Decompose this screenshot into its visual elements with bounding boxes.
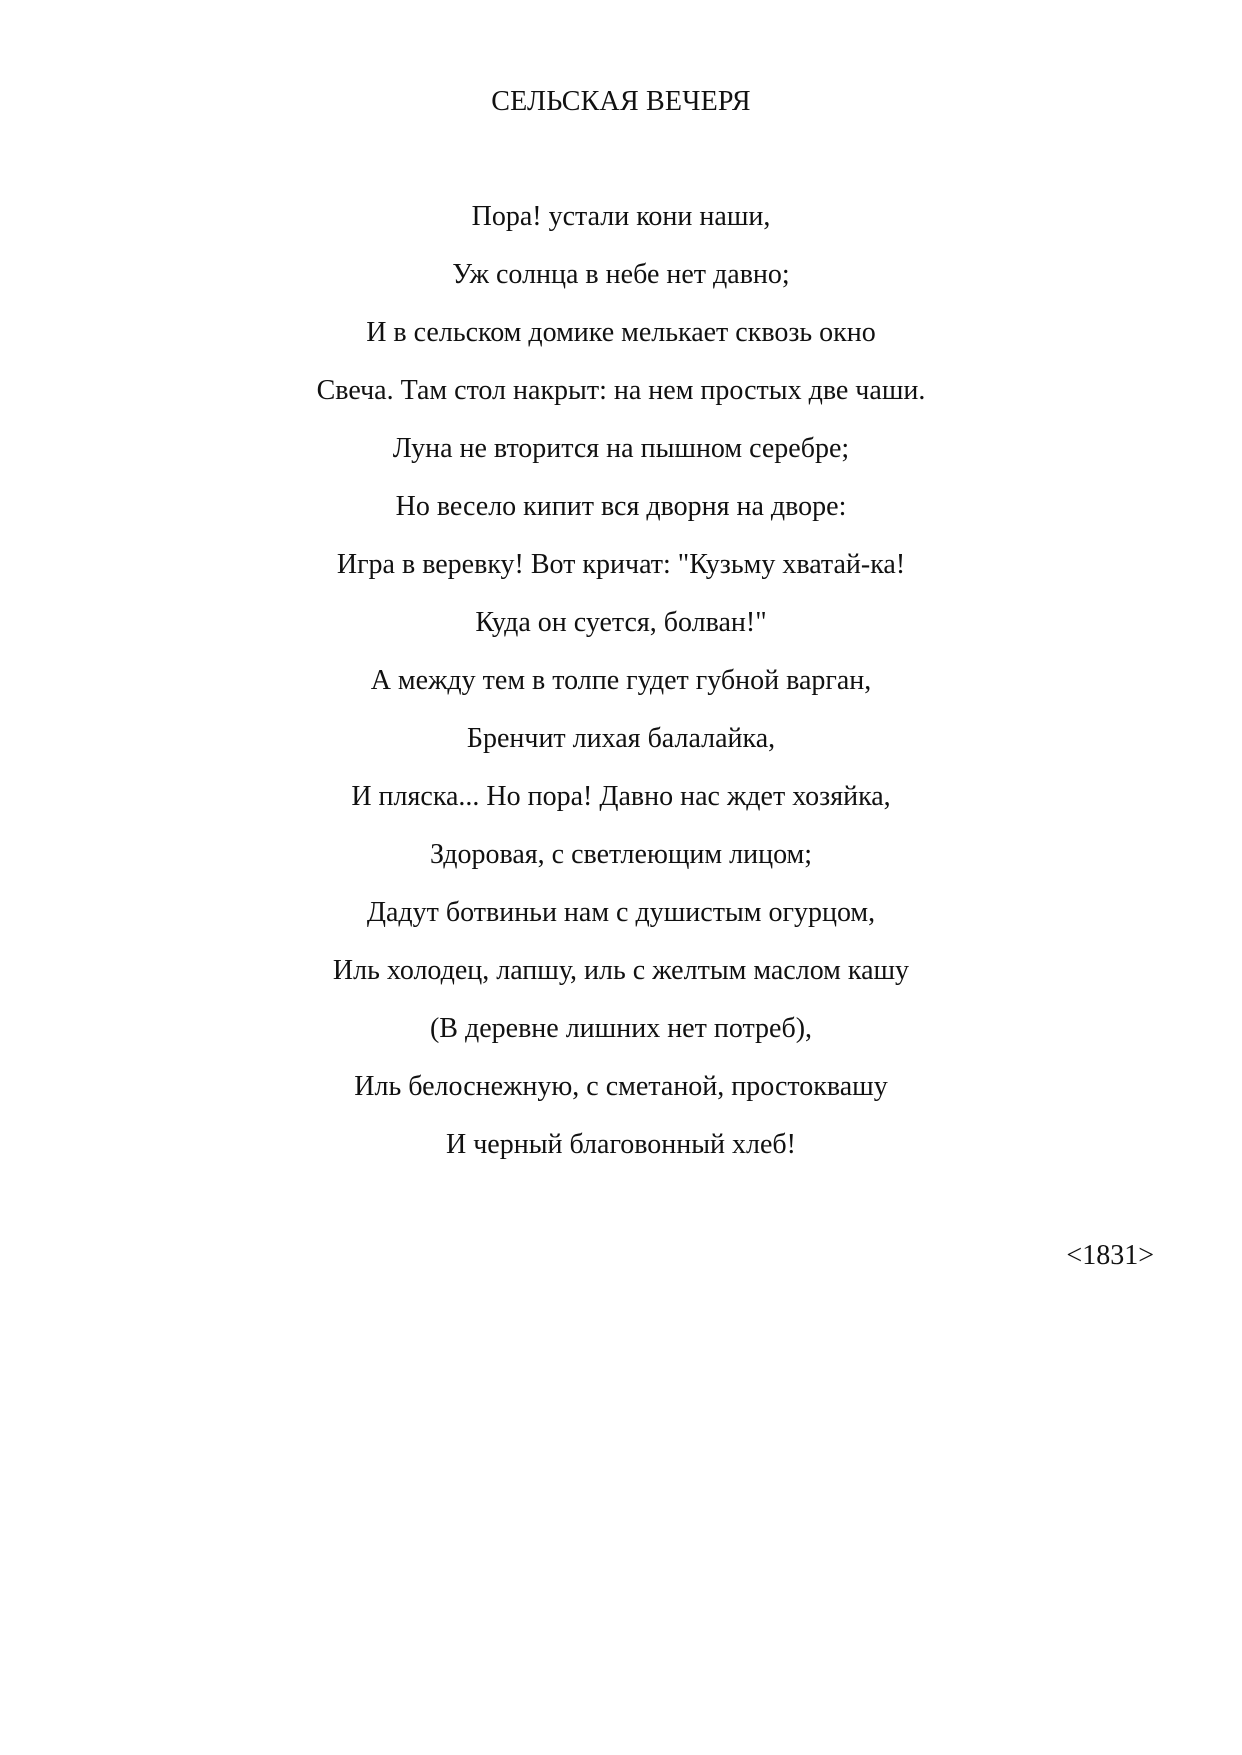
poem-line: Здоровая, с светлеющим лицом; bbox=[429, 839, 813, 870]
poem-title: СЕЛЬСКАЯ ВЕЧЕРЯ bbox=[491, 86, 751, 117]
poem-line: (В деревне лишних нет потреб), bbox=[429, 1013, 813, 1044]
poem-line: Куда он суется, болван!" bbox=[475, 607, 767, 638]
poem-line: Луна не вторится на пышном серебре; bbox=[392, 433, 850, 464]
poem-line: А между тем в толпе гудет губной варган, bbox=[370, 665, 872, 696]
poem-line: Пора! устали кони наши, bbox=[471, 201, 771, 232]
poem-line: Игра в веревку! Вот кричат: "Кузьму хватай-ка! bbox=[336, 549, 906, 580]
poem-line: И черный благовонный хлеб! bbox=[445, 1129, 796, 1160]
poem-line: Уж солнца в небе нет давно; bbox=[452, 259, 790, 290]
poem-line: Но весело кипит вся дворня на дворе: bbox=[395, 491, 847, 522]
poem-date: <1831> bbox=[1066, 1240, 1154, 1271]
poem-body bbox=[0, 196, 1242, 1182]
poem-line: И в сельском домике мелькает сквозь окно bbox=[366, 317, 876, 348]
poem-line: Иль белоснежную, с сметаной, простоквашу bbox=[354, 1071, 888, 1102]
poem-line: Иль холодец, лапшу, иль с желтым маслом кашу bbox=[332, 955, 910, 986]
poem-line: Дадут ботвиньи нам с душистым огурцом, bbox=[366, 897, 876, 928]
poem-line: Свеча. Там стол накрыт: на нем простых две чаши. bbox=[316, 375, 926, 406]
poem-line: Бренчит лихая балалайка, bbox=[466, 723, 776, 754]
poem-line: И пляска... Но пора! Давно нас ждет хозяйка, bbox=[351, 781, 891, 812]
